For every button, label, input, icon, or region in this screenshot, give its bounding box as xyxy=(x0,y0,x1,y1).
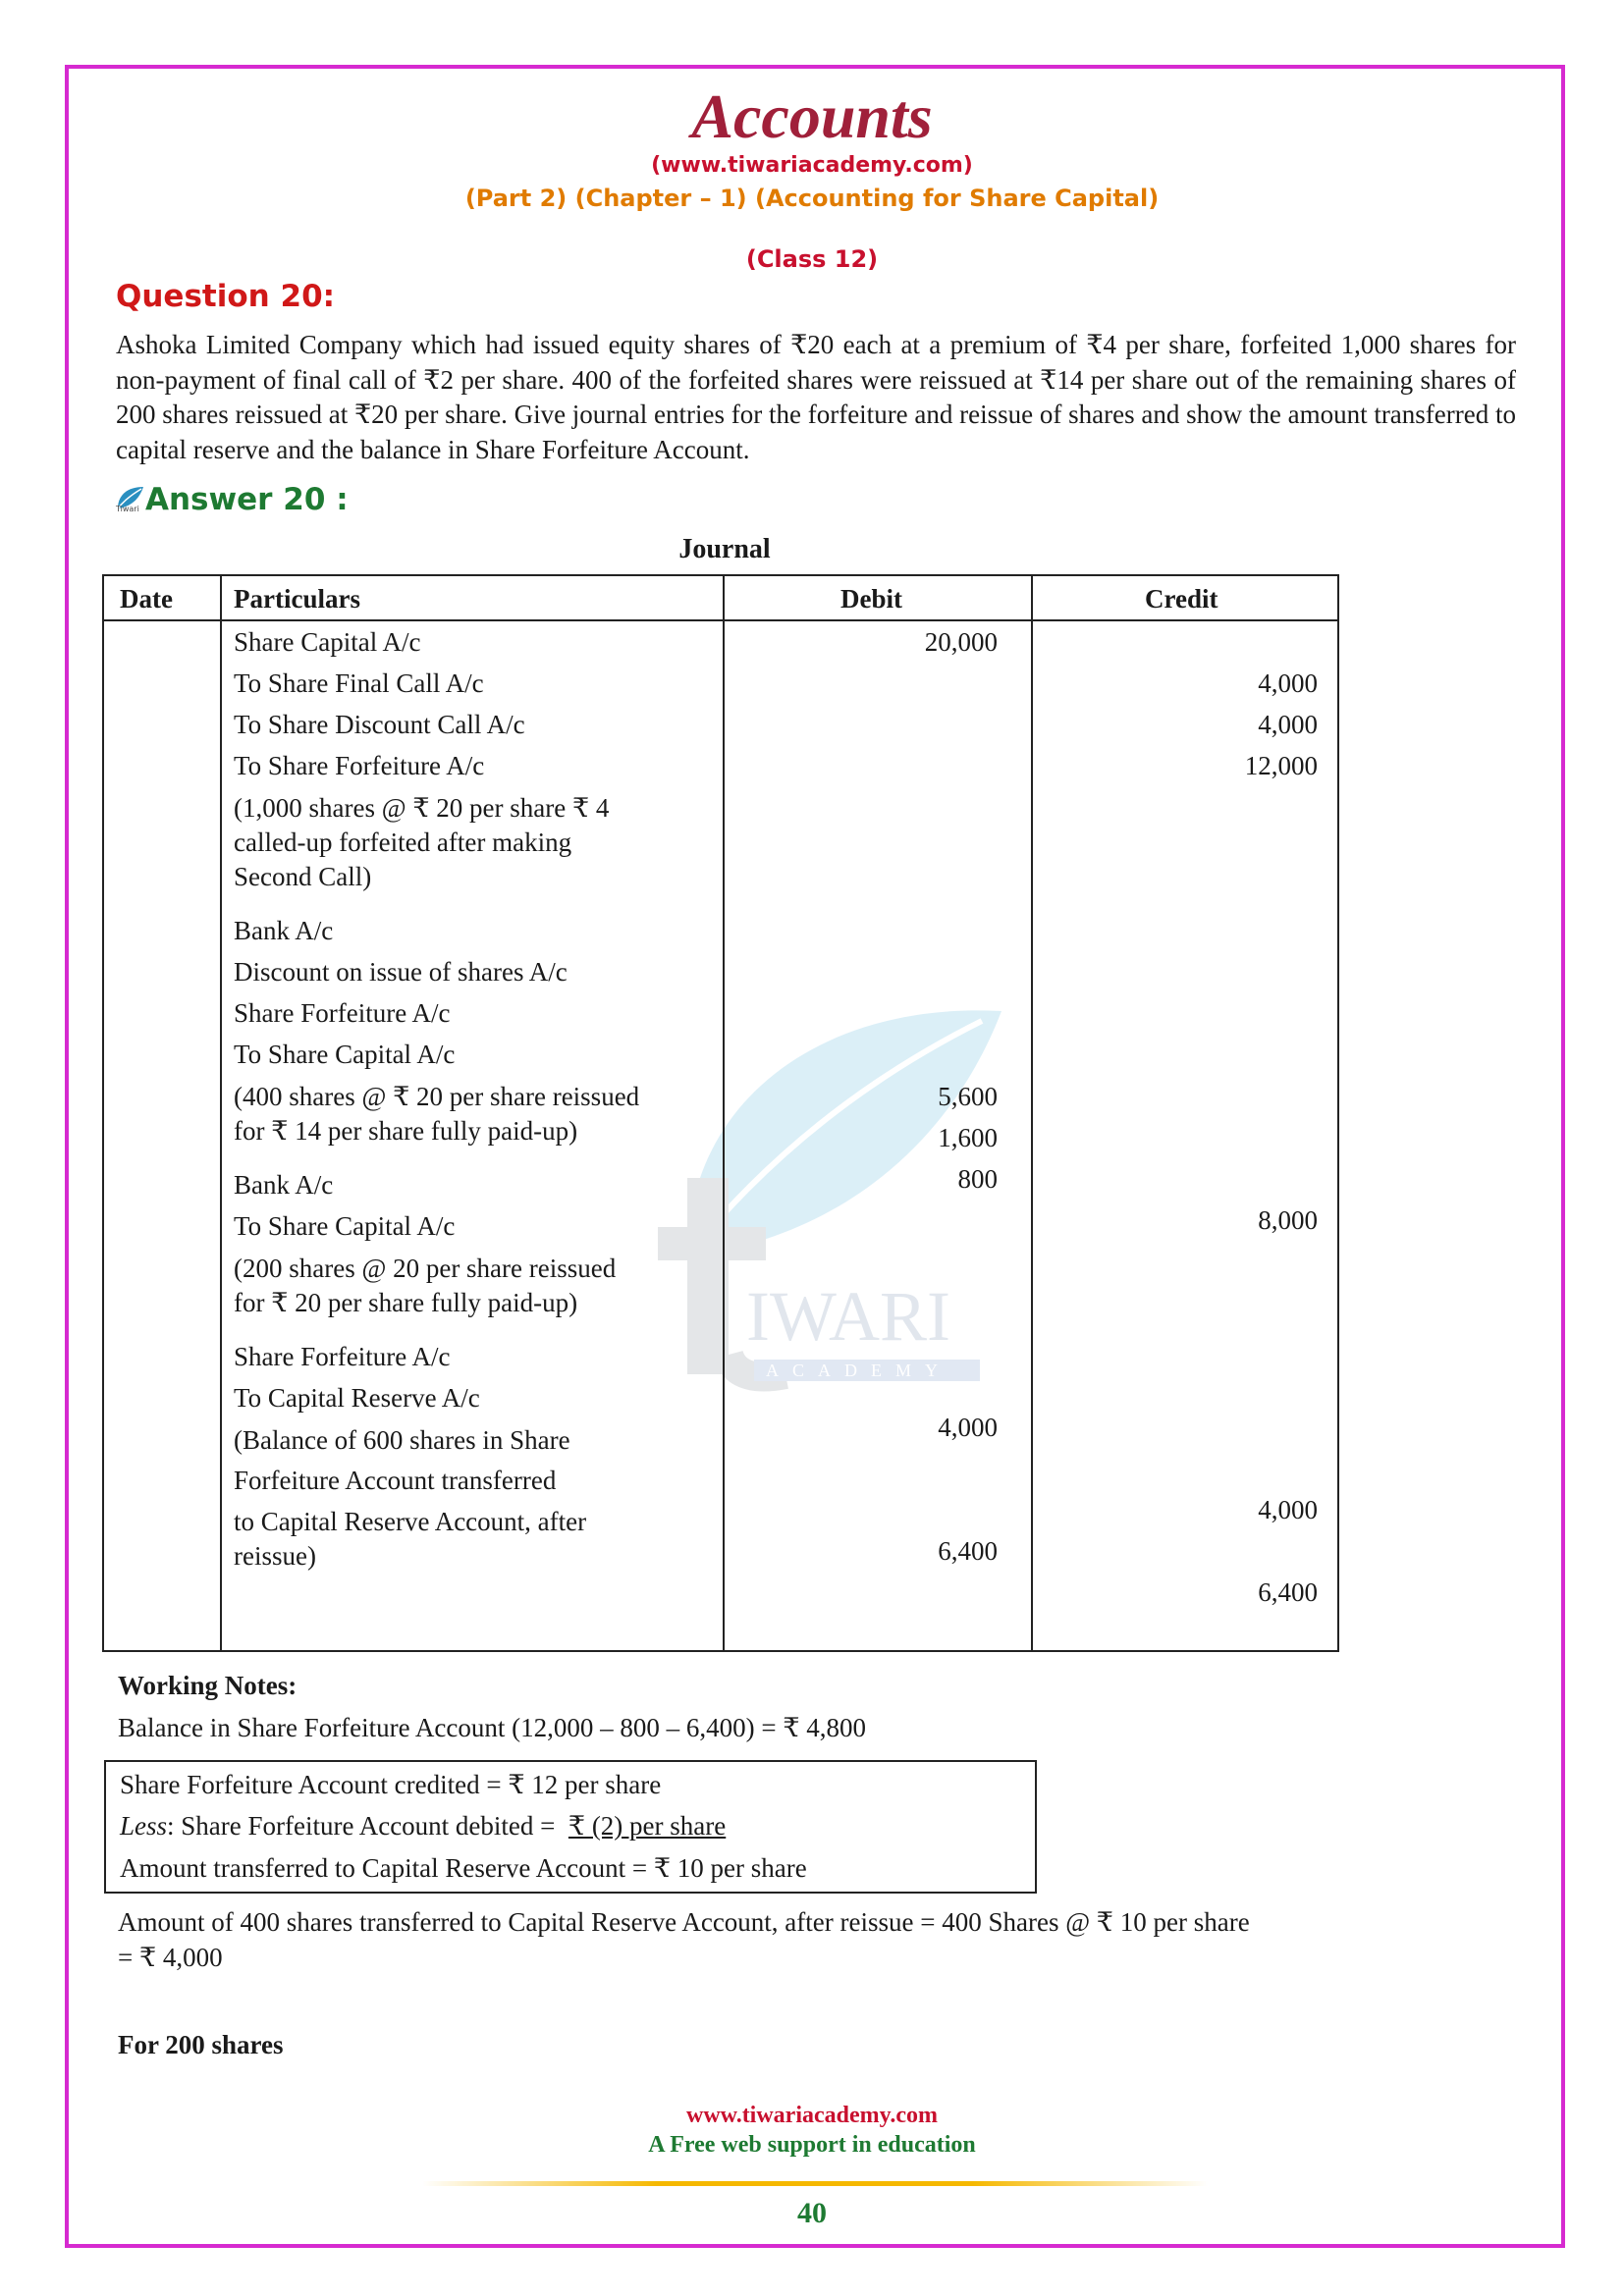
debit-amount: 4,000 xyxy=(938,1413,998,1442)
col-divider xyxy=(723,576,725,1650)
debit-amount: 800 xyxy=(957,1164,998,1194)
header-date: Date xyxy=(120,584,173,614)
footer-website: www.tiwariacademy.com xyxy=(686,2103,938,2128)
particulars-line: called-up forfeited after making xyxy=(234,828,572,857)
particulars-line: To Share Forfeiture A/c xyxy=(234,751,485,780)
particulars-line: Share Capital A/c xyxy=(234,627,421,657)
footer-tagline: A Free web support in education xyxy=(648,2132,976,2158)
credit-amount: 4,000 xyxy=(1258,1495,1318,1524)
particulars-line: Bank A/c xyxy=(234,916,334,945)
tiwari-leaf-icon xyxy=(114,485,145,512)
for-200-shares-heading: For 200 shares xyxy=(118,2030,284,2059)
particulars-line: Bank A/c xyxy=(234,1170,334,1200)
particulars-line: (200 shares @ 20 per share reissued xyxy=(234,1254,617,1283)
watermark-word: IWARI xyxy=(746,1277,950,1356)
particulars-line: Share Forfeiture A/c xyxy=(234,998,451,1028)
class-line: (Class 12) xyxy=(745,245,879,273)
particulars-line: to Capital Reserve Account, after xyxy=(234,1507,587,1536)
credit-amount: 12,000 xyxy=(1244,751,1318,780)
header-website: (www.tiwariacademy.com) xyxy=(651,153,973,178)
watermark-sub: ACADEMY xyxy=(766,1361,952,1380)
chapter-line: (Part 2) (Chapter – 1) (Accounting for Share Capital) xyxy=(464,185,1160,212)
particulars-line: (400 shares @ ₹ 20 per share reissued xyxy=(234,1082,640,1111)
header-divider xyxy=(104,619,1337,621)
calc-line-credited: Share Forfeiture Account credited = ₹ 12 per share xyxy=(120,1770,662,1799)
particulars-line: for ₹ 14 per share fully paid-up) xyxy=(234,1116,578,1146)
page-title: Accounts xyxy=(691,81,933,151)
header-credit: Credit xyxy=(1145,584,1218,614)
col-divider xyxy=(220,576,222,1650)
header-debit: Debit xyxy=(840,584,902,614)
col-divider xyxy=(1031,576,1033,1650)
calc-line-transferred: Amount transferred to Capital Reserve Account = ₹ 10 per share xyxy=(120,1853,807,1883)
question-text: Ashoka Limited Company which had issued equity shares of ₹20 each at a premium of ₹4 per share, forfeited 1,000 shares for non-payment of final call of ₹2 per share. 400 of the forfeited shares were reissued at ₹14 per share out of the remaining shares of 200 shares reissued at ₹20 per share. Give journal entries for the forfeiture and reissue of shares and show the amount transferred to capital reserve and the balance in Share Forfeiture Account. xyxy=(116,330,1516,464)
credit-amount: 8,000 xyxy=(1258,1205,1318,1235)
calc-line-debited xyxy=(120,1811,726,1842)
working-notes-heading: Working Notes: xyxy=(118,1671,298,1700)
journal-table xyxy=(102,574,1339,1652)
credit-amount: 4,000 xyxy=(1258,710,1318,739)
page-number: 40 xyxy=(797,2197,827,2229)
particulars-line: for ₹ 20 per share fully paid-up) xyxy=(234,1288,578,1317)
credit-amount: 4,000 xyxy=(1258,668,1318,698)
particulars-line: Discount on issue of shares A/c xyxy=(234,957,568,987)
svg-text:Tiwari: Tiwari xyxy=(116,505,139,512)
particulars-line: Forfeiture Account transferred xyxy=(234,1466,557,1495)
journal-title: Journal xyxy=(678,534,771,564)
debit-amount: 20,000 xyxy=(924,627,998,657)
credit-amount: 6,400 xyxy=(1258,1577,1318,1607)
amount-paragraph: Amount of 400 shares transferred to Capital Reserve Account, after reissue = 400 Shares @ ₹ 10 per share = ₹ 4,000 xyxy=(118,1907,1250,1972)
footer-rule xyxy=(422,2181,1208,2186)
particulars-line: To Capital Reserve A/c xyxy=(234,1383,480,1413)
debit-amount: 1,600 xyxy=(938,1123,998,1152)
answer-heading: Answer 20 : xyxy=(145,482,349,517)
forfeiture-balance-line: Balance in Share Forfeiture Account (12,000 – 800 – 6,400) = ₹ 4,800 xyxy=(118,1713,866,1742)
calculation-box xyxy=(104,1760,1037,1894)
particulars-line: (Balance of 600 shares in Share xyxy=(234,1425,570,1455)
less-label: Less xyxy=(120,1811,168,1841)
particulars-line: Second Call) xyxy=(234,862,372,891)
particulars-line: To Share Discount Call A/c xyxy=(234,710,525,739)
particulars-line: To Share Capital A/c xyxy=(234,1211,456,1241)
particulars-line: To Share Final Call A/c xyxy=(234,668,484,698)
particulars-line: Share Forfeiture A/c xyxy=(234,1342,451,1371)
debit-amount: 5,600 xyxy=(938,1082,998,1111)
particulars-line: To Share Capital A/c xyxy=(234,1040,456,1069)
particulars-line: (1,000 shares @ ₹ 20 per share ₹ 4 xyxy=(234,793,610,823)
debit-amount: 6,400 xyxy=(938,1536,998,1566)
header-particulars: Particulars xyxy=(234,584,360,614)
question-heading: Question 20: xyxy=(116,279,336,314)
calc-line-debited-text: : Share Forfeiture Account debited = xyxy=(167,1811,568,1841)
calc-line-debited-value: ₹ (2) per share xyxy=(568,1811,727,1841)
particulars-line: reissue) xyxy=(234,1541,316,1571)
